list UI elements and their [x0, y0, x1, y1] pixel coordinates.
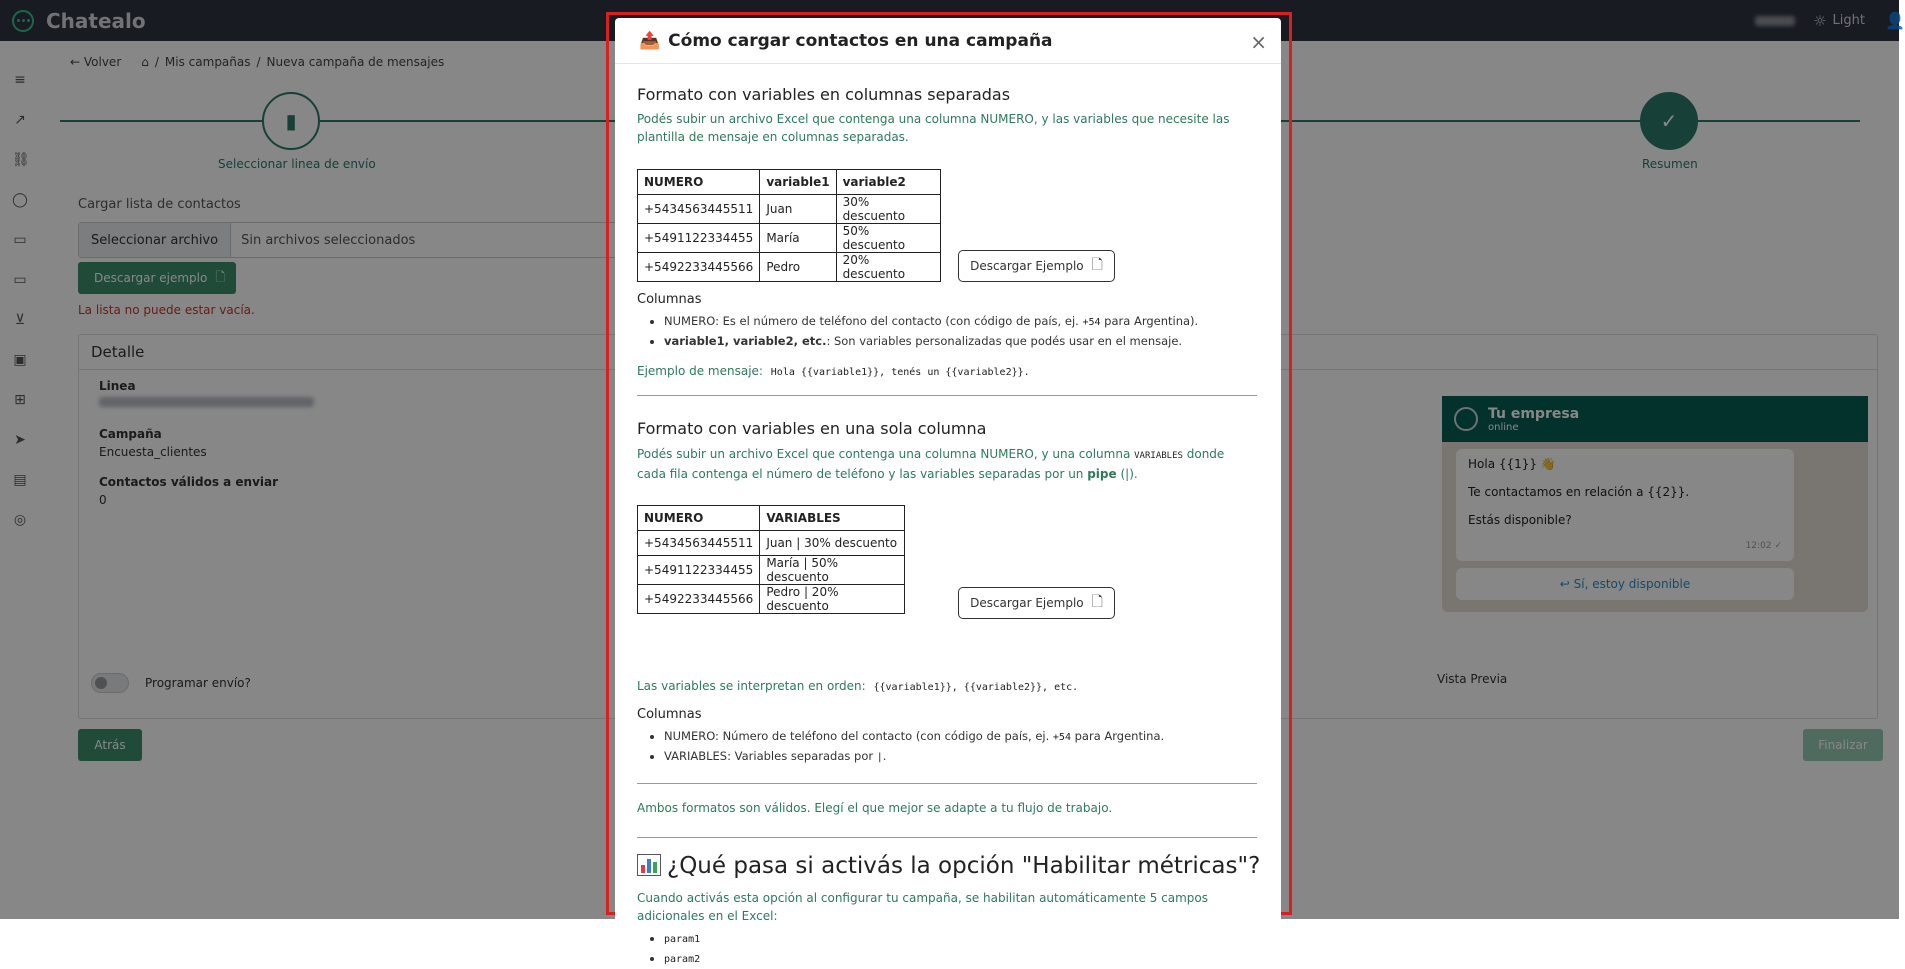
detail-title: Detalle	[79, 335, 1877, 370]
table-header: NUMERO	[638, 170, 760, 195]
back-link[interactable]: ← Volver	[70, 55, 122, 69]
section3-heading: ¿Qué pasa si activás la opción "Habilitar métricas"?	[637, 853, 1260, 879]
app-name: Chatealo	[46, 8, 146, 33]
table-cell: 50% descuento	[836, 224, 940, 253]
table-cell: +5434563445511	[638, 195, 760, 224]
finish-button[interactable]: Finalizar	[1803, 729, 1883, 761]
list-item: • variable1, variable2, etc.: Son variables personalizadas que podés usar en el mensaje.	[664, 332, 1247, 350]
preview-title: Vista Previa	[1437, 672, 1508, 686]
section1-columns-heading: Columnas	[637, 292, 702, 307]
table-cell: Juan | 30% descuento	[760, 531, 905, 556]
table-header: variable1	[760, 170, 836, 195]
download-label: Descargar Ejemplo	[970, 259, 1084, 273]
breadcrumb-campaigns[interactable]: Mis campañas	[164, 55, 251, 69]
modal-title: Cómo cargar contactos en una campaña	[668, 30, 1053, 51]
preview-company: Tu empresa	[1488, 405, 1580, 422]
table-cell: Pedro | 20% descuento	[760, 585, 905, 614]
chart-line-icon[interactable]: ↗	[14, 112, 26, 128]
download-example-button-2[interactable]	[958, 587, 1115, 619]
upload-error: La lista no puede estar vacía.	[78, 303, 255, 317]
select-file-button[interactable]: Seleccionar archivo	[79, 223, 231, 257]
section2-order: Las variables se interpretan en orden: {{variable1}}, {{variable2}}, etc.	[637, 679, 1079, 693]
table-cell: María	[760, 224, 836, 253]
message-line: Hola {{1}} 👋	[1468, 457, 1556, 471]
section1-example: Ejemplo de mensaje: Hola {{variable1}}, tenés un {{variable2}}.	[637, 364, 1030, 378]
phone-icon: ▮	[285, 109, 297, 133]
link-icon[interactable]: ⛓	[12, 152, 30, 168]
table-header: NUMERO	[638, 506, 760, 531]
xlsx-file-icon: 🗋	[1091, 257, 1103, 273]
table-cell: Pedro	[760, 253, 836, 282]
section2-columns-list	[637, 727, 1247, 767]
valid-contacts-label: Contactos válidos a enviar	[99, 475, 279, 489]
bar-chart-icon	[637, 854, 661, 876]
table-cell: +5492233445566	[638, 585, 760, 614]
table-row	[638, 253, 941, 282]
section3-params-list	[637, 929, 700, 969]
help-modal	[615, 18, 1281, 965]
list-item: • param2	[664, 949, 700, 969]
table-cell: +5491122334455	[638, 556, 760, 585]
money-icon[interactable]: ▣	[13, 352, 27, 368]
preview-status: online	[1488, 421, 1519, 433]
table-cell: María | 50% descuento	[760, 556, 905, 585]
table-row	[638, 531, 905, 556]
section1-heading: Formato con variables en columnas separadas	[637, 85, 1011, 104]
table-row	[638, 224, 941, 253]
menu-icon[interactable]: ≡	[14, 72, 26, 88]
whatsapp-icon[interactable]: ◯	[12, 192, 28, 208]
quick-reply-button[interactable]: ↩ Sí, estoy disponible	[1456, 568, 1794, 600]
divider	[637, 783, 1257, 784]
back-button[interactable]: Atrás	[78, 729, 142, 761]
list-item: • NUMERO: Es el número de teléfono del contacto (con código de país, ej. +54 para Argentina).	[664, 312, 1247, 332]
sun-icon: ☼	[1813, 11, 1827, 30]
message-time: 12:02 ✓	[1745, 541, 1782, 551]
grid-icon[interactable]: ⊞	[14, 392, 26, 408]
upload-section-title: Cargar lista de contactos	[78, 197, 241, 212]
table-cell: 30% descuento	[836, 195, 940, 224]
breadcrumb: ← Volver ⌂ / Mis campañas / Nueva campaña de mensajes	[70, 55, 445, 69]
schedule-label: Programar envío?	[145, 676, 251, 690]
close-icon[interactable]: ×	[1250, 30, 1267, 54]
table-header: variable2	[836, 170, 940, 195]
section1-columns-list	[637, 312, 1247, 350]
both-formats-note: Ambos formatos son válidos. Elegí el que mejor se adapte a tu flujo de trabajo.	[637, 801, 1113, 815]
table-row	[638, 195, 941, 224]
clipboard-list-icon[interactable]: ▭	[13, 272, 27, 288]
table-header: VARIABLES	[760, 506, 905, 531]
file-placeholder: Sin archivos seleccionados	[241, 232, 416, 248]
clipboard-icon[interactable]: ▭	[13, 232, 27, 248]
step-label-last: Resumen	[1642, 157, 1698, 171]
section2-heading: Formato con variables en una sola columna	[637, 419, 987, 438]
section2-columns-heading: Columnas	[637, 707, 702, 722]
divider	[637, 837, 1257, 838]
home-icon[interactable]: ⌂	[141, 55, 149, 69]
section1-table	[637, 169, 941, 282]
list-item: • NUMERO: Número de teléfono del contacto (con código de país, ej. +54 para Argentina.	[664, 727, 1247, 747]
message-line: Estás disponible?	[1468, 513, 1572, 527]
list-item: • VARIABLES: Variables separadas por |.	[664, 747, 1247, 767]
upload-tray-icon: 📤	[639, 30, 661, 51]
breadcrumb-current: Nueva campaña de mensajes	[266, 55, 445, 69]
list-item: • param1	[664, 929, 700, 949]
section3-intro: Cuando activás esta opción al configurar tu campaña, se habilitan automáticamente 5 campos adicionales en el Excel:	[637, 891, 1209, 923]
download-example-label: Descargar ejemplo	[94, 271, 208, 285]
globe-icon[interactable]: ◎	[13, 512, 27, 528]
section1-intro: Podés subir un archivo Excel que contenga una columna NUMERO, y las variables que necesite las plantilla de mensaje en columnas separadas.	[637, 112, 1230, 144]
valid-contacts-value: 0	[99, 493, 107, 507]
section2-table	[637, 505, 905, 614]
table-cell: +5492233445566	[638, 253, 760, 282]
theme-label: Light	[1832, 13, 1865, 28]
check-icon: ✓	[1660, 109, 1678, 133]
modal-header	[615, 18, 1281, 64]
line-label: Linea	[99, 379, 136, 393]
table-cell: Juan	[760, 195, 836, 224]
xlsx-file-icon: 🗋	[215, 269, 226, 284]
download-label: Descargar Ejemplo	[970, 596, 1084, 610]
send-icon[interactable]: ➤	[14, 432, 26, 448]
table-cell: +5434563445511	[638, 531, 760, 556]
table-cell: 20% descuento	[836, 253, 940, 282]
building-icon[interactable]: ▤	[13, 472, 27, 488]
user-icon[interactable]: 👤	[1885, 11, 1905, 30]
section2-intro: Podés subir un archivo Excel que contenga una columna NUMERO, y una columna VARIABLES donde cada fila contenga el número de teléfono y las variables separadas por un pipe (|).	[637, 447, 1225, 481]
table-row	[638, 585, 905, 614]
step-label-first: Seleccionar linea de envío	[218, 157, 376, 171]
xlsx-file-icon: 🗋	[1091, 594, 1103, 610]
download-example-button-1[interactable]	[958, 250, 1115, 282]
campaign-label: Campaña	[99, 427, 162, 441]
table-row	[638, 556, 905, 585]
message-line: Te contactamos en relación a {{2}}.	[1468, 485, 1690, 499]
divider	[637, 395, 1257, 396]
campaign-value: Encuesta_clientes	[99, 445, 207, 459]
table-cell: +5491122334455	[638, 224, 760, 253]
cart-icon[interactable]: ⊻	[14, 312, 26, 328]
